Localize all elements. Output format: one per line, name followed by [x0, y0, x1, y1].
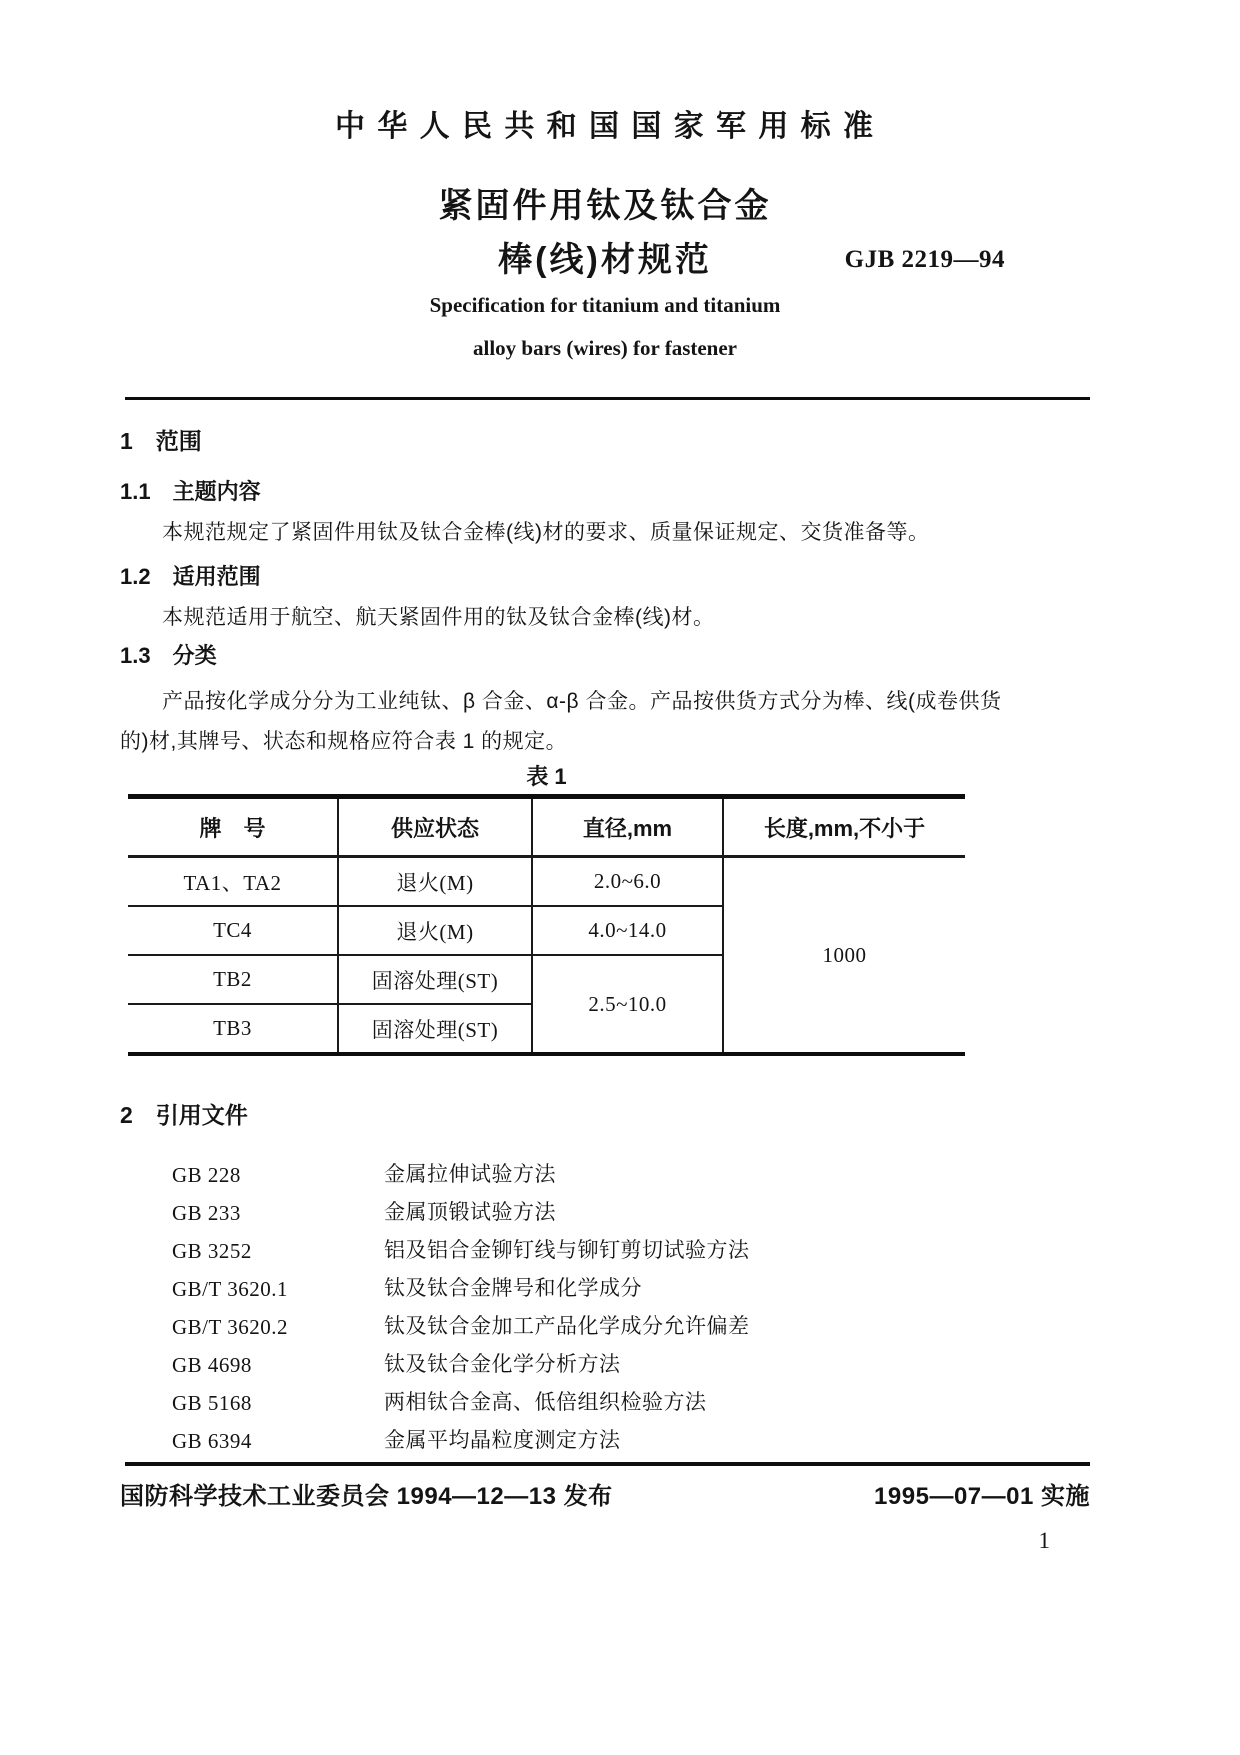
reference-title: 金属顶锻试验方法: [384, 1201, 556, 1224]
section-1-2-heading: 1.2 适用范围: [120, 564, 261, 589]
table-caption: 表 1: [526, 764, 567, 789]
reference-code: GB/T 3620.2: [172, 1315, 288, 1339]
reference-title: 钛及钛合金牌号和化学成分: [384, 1277, 642, 1300]
section-1-3-body-line1: 产品按化学成分分为工业纯钛、β 合金、α-β 合金。产品按供货方式分为棒、线(成卷供货: [162, 690, 1002, 713]
reference-title: 钛及钛合金加工产品化学成分允许偏差: [384, 1315, 750, 1338]
reference-row: [120, 1422, 1090, 1460]
title-cn-line2: 棒(线)材规范: [498, 241, 712, 279]
reference-title: 两相钛合金高、低倍组织检验方法: [384, 1391, 707, 1414]
cell-grade-1: TC4: [128, 906, 338, 955]
table-header-diameter: 直径,mm: [532, 797, 723, 857]
bottom-rule: [125, 1462, 1090, 1466]
top-rule: [125, 397, 1090, 400]
reference-row: [120, 1308, 1090, 1346]
cell-diameter-0: 2.0~6.0: [532, 857, 723, 907]
reference-code: GB 6394: [172, 1429, 252, 1453]
reference-title: 金属平均晶粒度测定方法: [384, 1429, 621, 1452]
reference-code: GB 4698: [172, 1353, 252, 1377]
cell-grade-0: TA1、TA2: [128, 857, 338, 907]
reference-row: [120, 1270, 1090, 1308]
table-row: [128, 857, 965, 907]
footer-row: [120, 1482, 1090, 1512]
reference-row: [120, 1346, 1090, 1384]
reference-title: 金属拉伸试验方法: [384, 1163, 556, 1186]
cell-diameter-1: 4.0~14.0: [532, 906, 723, 955]
section-1-2-body: 本规范适用于航空、航天紧固件用的钛及钛合金棒(线)材。: [162, 606, 715, 629]
reference-code: GB 233: [172, 1201, 241, 1225]
page-number: 1: [1038, 1528, 1050, 1553]
table-header-length: 长度,mm,不小于: [723, 797, 965, 857]
spec-table: [128, 794, 965, 1056]
section-2-heading: 2 引用文件: [120, 1102, 248, 1128]
cell-grade-3: TB3: [128, 1004, 338, 1054]
standard-class-heading: 中 华 人 民 共 和 国 国 家 军 用 标 准: [334, 110, 876, 143]
cell-grade-2: TB2: [128, 955, 338, 1004]
subtitle-en-line2: alloy bars (wires) for fastener: [473, 336, 737, 360]
reference-row: [120, 1384, 1090, 1422]
table-header-state: 供应状态: [338, 797, 532, 857]
cell-state-1: 退火(M): [338, 906, 532, 955]
title-cn-line1: 紧固件用钛及钛合金: [438, 187, 772, 225]
subtitle-en-line1: Specification for titanium and titanium: [429, 293, 781, 317]
section-1-3-body-line2: 的)材,其牌号、状态和规格应符合表 1 的规定。: [120, 730, 568, 753]
table-header-grade: 牌 号: [128, 797, 338, 857]
reference-code: GB 228: [172, 1163, 241, 1187]
reference-row: [120, 1194, 1090, 1232]
reference-list: [120, 1156, 1090, 1460]
standard-number: GJB 2219—94: [844, 246, 1005, 273]
cell-state-0: 退火(M): [338, 857, 532, 907]
section-1-1-heading: 1.1 主题内容: [120, 479, 261, 504]
cell-length-all: 1000: [723, 857, 965, 1055]
title-row: [120, 238, 1090, 282]
reference-code: GB 3252: [172, 1239, 252, 1263]
section-1-3-heading: 1.3 分类: [120, 643, 217, 668]
footer-implement: 1995—07—01 实施: [874, 1483, 1090, 1510]
reference-row: [120, 1156, 1090, 1194]
section-1-heading: 1 范围: [120, 428, 202, 454]
table-header-row: [128, 797, 965, 857]
footer-issue: 国防科学技术工业委员会 1994—12—13 发布: [120, 1483, 613, 1510]
section-1-1-body: 本规范规定了紧固件用钛及钛合金棒(线)材的要求、质量保证规定、交货准备等。: [162, 521, 930, 544]
cell-state-2: 固溶处理(ST): [338, 955, 532, 1004]
cell-state-3: 固溶处理(ST): [338, 1004, 532, 1054]
reference-row: [120, 1232, 1090, 1270]
reference-title: 铝及铝合金铆钉线与铆钉剪切试验方法: [384, 1239, 750, 1262]
reference-code: GB 5168: [172, 1391, 252, 1415]
reference-code: GB/T 3620.1: [172, 1277, 288, 1301]
section-1-3-body: [120, 682, 1090, 762]
reference-title: 钛及钛合金化学分析方法: [384, 1353, 621, 1376]
cell-diameter-2-3: 2.5~10.0: [532, 955, 723, 1054]
